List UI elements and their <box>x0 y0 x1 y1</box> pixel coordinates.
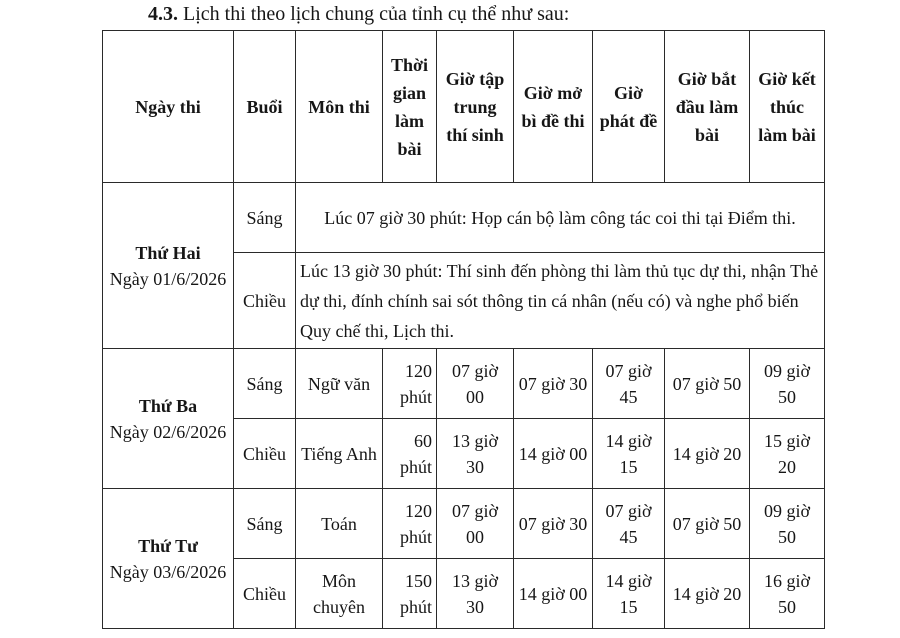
end-time-cell: 15 giờ 20 <box>750 419 825 489</box>
start-time-cell: 14 giờ 20 <box>665 559 750 629</box>
section-heading <box>148 2 569 26</box>
duration-cell: 120 phút <box>383 489 437 559</box>
table-row <box>103 489 825 559</box>
subject-cell: Môn chuyên <box>296 559 383 629</box>
day-name: Thứ Hai <box>135 242 201 263</box>
header-subject: Môn thi <box>296 31 383 183</box>
end-time-cell: 16 giờ 50 <box>750 559 825 629</box>
table-row <box>103 349 825 419</box>
exam-schedule-table <box>102 30 825 629</box>
section-title: Lịch thi theo lịch chung của tỉnh cụ thể như sau: <box>178 3 570 25</box>
session-cell: Chiều <box>234 559 296 629</box>
subject-cell: Tiếng Anh <box>296 419 383 489</box>
day-name: Thứ Ba <box>138 395 198 416</box>
end-time-cell: 09 giờ 50 <box>750 349 825 419</box>
end-time-cell: 09 giờ 50 <box>750 489 825 559</box>
day-cell <box>103 349 234 489</box>
note-cell: Lúc 13 giờ 30 phút: Thí sinh đến phòng thi làm thủ tục dự thi, nhận Thẻ dự thi, đính chính sai sót thông tin cá nhân (nếu có) và nghe phổ biến Quy chế thi, Lịch thi. <box>296 253 825 349</box>
duration-cell: 150 phút <box>383 559 437 629</box>
distribute-time-cell: 07 giờ 45 <box>593 349 665 419</box>
distribute-time-cell: 07 giờ 45 <box>593 489 665 559</box>
day-date: Ngày 02/6/2026 <box>109 421 227 442</box>
day-date: Ngày 01/6/2026 <box>109 268 227 289</box>
open-time-cell: 14 giờ 00 <box>514 419 593 489</box>
gather-time-cell: 07 giờ 00 <box>437 349 514 419</box>
subject-cell: Ngữ văn <box>296 349 383 419</box>
session-cell: Sáng <box>234 183 296 253</box>
header-start-time: Giờ bắt đầu làm bài <box>665 31 750 183</box>
open-time-cell: 14 giờ 00 <box>514 559 593 629</box>
header-open-time: Giờ mở bì đề thi <box>514 31 593 183</box>
duration-cell: 60 phút <box>383 419 437 489</box>
duration-cell: 120 phút <box>383 349 437 419</box>
header-session: Buổi <box>234 31 296 183</box>
session-cell: Chiều <box>234 419 296 489</box>
gather-time-cell: 13 giờ 30 <box>437 419 514 489</box>
start-time-cell: 07 giờ 50 <box>665 349 750 419</box>
note-cell: Lúc 07 giờ 30 phút: Họp cán bộ làm công tác coi thi tại Điểm thi. <box>296 183 825 253</box>
header-distribute-time: Giờ phát đề <box>593 31 665 183</box>
header-gather-time: Giờ tập trung thí sinh <box>437 31 514 183</box>
header-duration: Thời gian làm bài <box>383 31 437 183</box>
distribute-time-cell: 14 giờ 15 <box>593 419 665 489</box>
session-cell: Sáng <box>234 489 296 559</box>
gather-time-cell: 13 giờ 30 <box>437 559 514 629</box>
subject-cell: Toán <box>296 489 383 559</box>
open-time-cell: 07 giờ 30 <box>514 349 593 419</box>
table-row <box>103 183 825 253</box>
day-cell <box>103 489 234 629</box>
header-day: Ngày thi <box>103 31 234 183</box>
open-time-cell: 07 giờ 30 <box>514 489 593 559</box>
start-time-cell: 07 giờ 50 <box>665 489 750 559</box>
day-name: Thứ Tư <box>138 535 198 556</box>
gather-time-cell: 07 giờ 00 <box>437 489 514 559</box>
header-end-time: Giờ kết thúc làm bài <box>750 31 825 183</box>
distribute-time-cell: 14 giờ 15 <box>593 559 665 629</box>
day-cell <box>103 183 234 349</box>
start-time-cell: 14 giờ 20 <box>665 419 750 489</box>
header-row <box>103 31 825 183</box>
section-number: 4.3. <box>148 3 178 25</box>
session-cell: Chiều <box>234 253 296 349</box>
session-cell: Sáng <box>234 349 296 419</box>
day-date: Ngày 03/6/2026 <box>109 561 227 582</box>
